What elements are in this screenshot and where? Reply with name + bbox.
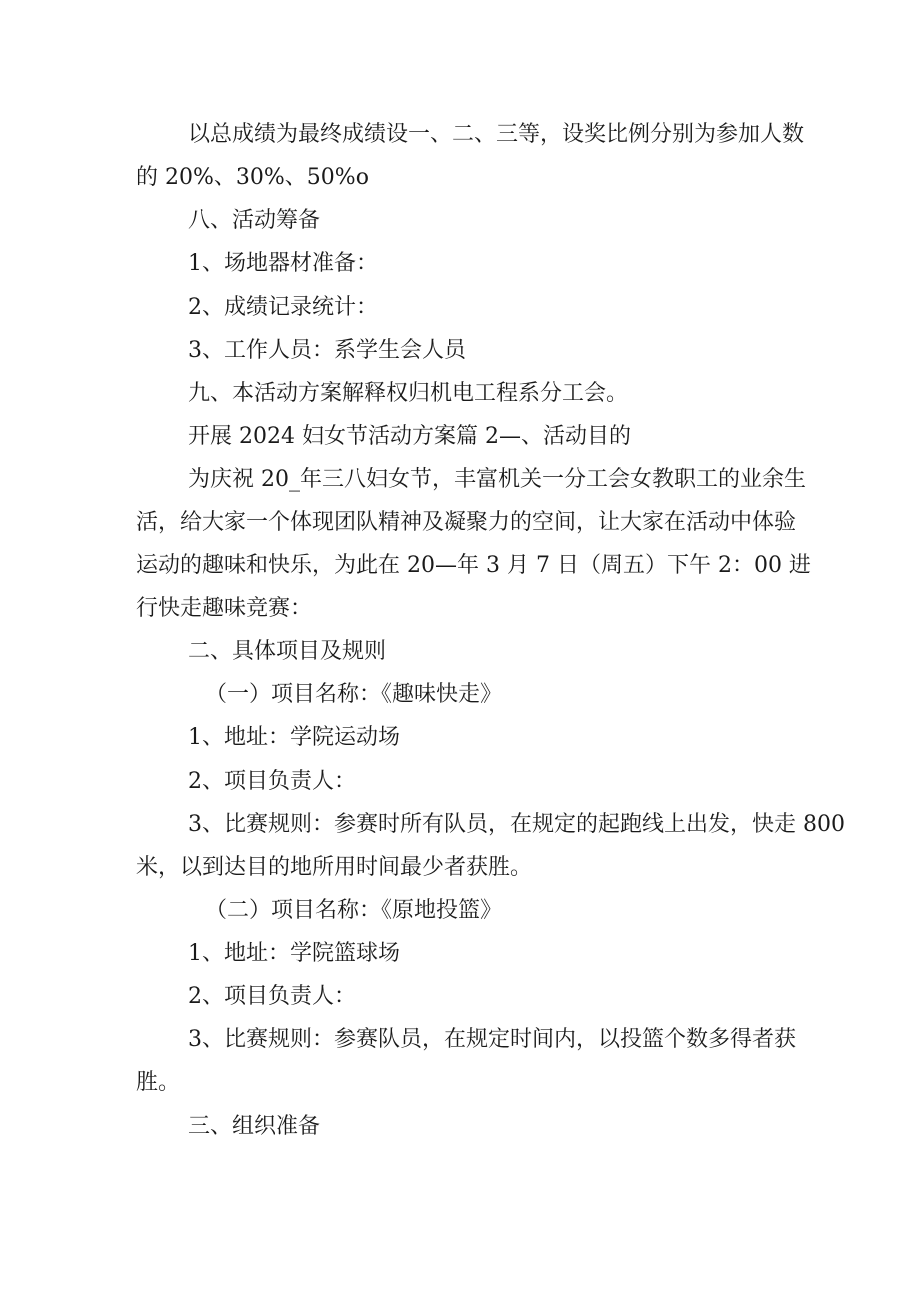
list-item: 3、比赛规则：参赛时所有队员，在规定的起跑线上出发，快走 800 xyxy=(188,812,845,837)
list-item: 2、项目负责人： xyxy=(188,769,356,794)
list-item: 2、成绩记录统计： xyxy=(188,295,378,320)
list-item: 1、场地器材准备： xyxy=(188,251,378,276)
section-heading: 二、具体项目及规则 xyxy=(188,639,387,664)
section-heading: 八、活动筹备 xyxy=(188,208,321,233)
list-item: 1、地址：学院运动场 xyxy=(188,725,400,750)
section-heading: 开展 2024 妇女节活动方案篇 2—、活动目的 xyxy=(188,424,631,449)
paragraph-line: 以总成绩为最终成绩设一、二、三等，设奖比例分别为参加人数 xyxy=(188,122,805,147)
section-heading: 九、本活动方案解释权归机电工程系分工会。 xyxy=(188,381,629,406)
list-item: 1、地址：学院篮球场 xyxy=(188,941,400,966)
paragraph-line: 胜。 xyxy=(136,1070,181,1095)
list-item: 2、项目负责人： xyxy=(188,984,356,1009)
sub-heading: （一）项目名称：《趣味快走》 xyxy=(205,682,503,707)
paragraph-line: 为庆祝 20_年三八妇女节，丰富机关一分工会女教职工的业余生 xyxy=(188,467,806,492)
sub-heading: （二）项目名称：《原地投篮》 xyxy=(205,898,503,923)
paragraph-line: 运动的趣味和快乐，为此在 20—年 3 月 7 日（周五）下午 2：00 进 xyxy=(136,553,811,578)
section-heading: 三、组织准备 xyxy=(188,1114,321,1139)
paragraph-line: 行快走趣味竞赛： xyxy=(136,596,313,621)
paragraph-line: 米，以到达目的地所用时间最少者获胜。 xyxy=(136,855,533,880)
list-item: 3、比赛规则：参赛队员，在规定时间内，以投篮个数多得者获 xyxy=(188,1027,796,1052)
paragraph-line: 活，给大家一个体现团队精神及凝聚力的空间，让大家在活动中体验 xyxy=(136,510,797,535)
paragraph-line: 的 20%、30%、50%o xyxy=(136,165,369,190)
list-item: 3、工作人员：系学生会人员 xyxy=(188,338,466,363)
